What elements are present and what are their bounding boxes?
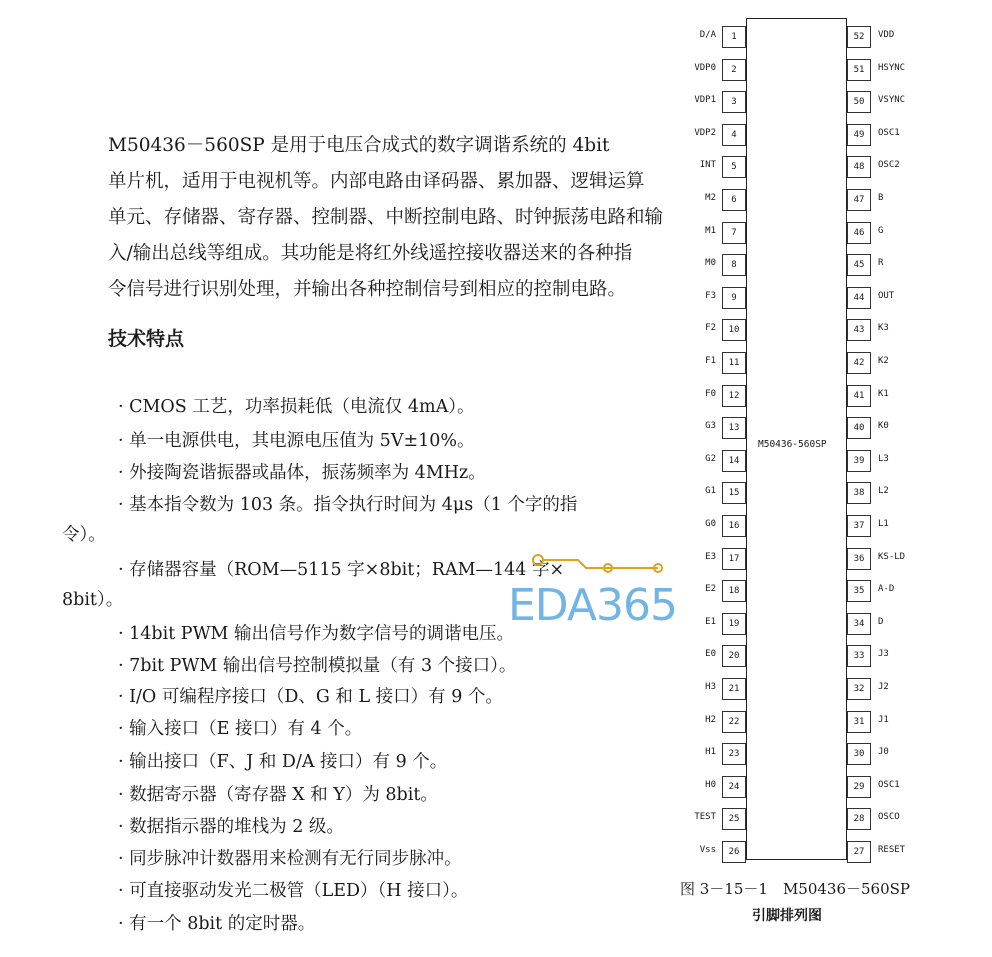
pin-number: 18 [722, 580, 746, 602]
list-item: · 外接陶瓷谐振器或晶体，振荡频率为 4MHz。 [118, 463, 486, 483]
chip-label: M50436-560SP [758, 439, 827, 450]
pin-label: OSCO [878, 812, 900, 822]
pin-number: 30 [847, 743, 871, 765]
pin-number: 13 [722, 417, 746, 439]
pin-label: H3 [705, 682, 716, 692]
pin-label: K2 [878, 356, 889, 366]
list-item: · 有一个 8bit 的定时器。 [118, 914, 316, 934]
pin-number: 40 [847, 417, 871, 439]
pin-number: 9 [722, 287, 746, 309]
pin-number: 7 [722, 222, 746, 244]
pin-label: J0 [878, 747, 889, 757]
pin-number: 37 [847, 515, 871, 537]
pin-label: G1 [705, 486, 716, 496]
pin-label: M1 [705, 226, 716, 236]
pin-number: 23 [722, 743, 746, 765]
pin-number: 11 [722, 352, 746, 374]
pin-label: HSYNC [878, 63, 906, 73]
pin-number: 42 [847, 352, 871, 374]
pin-label: VDP2 [694, 128, 716, 138]
pin-number: 35 [847, 580, 871, 602]
pin-label: VDD [878, 30, 895, 40]
list-item: 8bit）。 [62, 590, 124, 610]
pin-number: 50 [847, 91, 871, 113]
pin-label: F2 [705, 323, 716, 333]
pin-label: OSC1 [878, 128, 900, 138]
pin-label: INT [699, 160, 716, 170]
pin-label: R [878, 258, 884, 268]
list-item: · 14bit PWM 输出信号作为数字信号的调谐电压。 [118, 624, 515, 644]
list-item: · I/O 可编程序接口（D、G 和 L 接口）有 9 个。 [118, 687, 503, 707]
pin-number: 10 [722, 319, 746, 341]
pin-label: E2 [705, 584, 716, 594]
pin-number: 39 [847, 450, 871, 472]
list-item: · 数据寄示器（寄存器 X 和 Y）为 8bit。 [118, 785, 438, 805]
pin-label: H1 [705, 747, 716, 757]
pin-number: 33 [847, 645, 871, 667]
pin-label: K0 [878, 421, 889, 431]
pin-label: F1 [705, 356, 716, 366]
pin-label: TEST [694, 812, 716, 822]
pin-number: 44 [847, 287, 871, 309]
pin-label: E1 [705, 617, 716, 627]
pin-label: OUT [878, 291, 895, 301]
pin-number: 49 [847, 124, 871, 146]
list-item: · 存储器容量（ROM—5115 字×8bit；RAM—144 字× [118, 560, 565, 580]
pin-number: 28 [847, 808, 871, 830]
pin-label: VDP0 [694, 63, 716, 73]
pin-number: 45 [847, 254, 871, 276]
pin-label: L2 [878, 486, 889, 496]
pin-number: 6 [722, 189, 746, 211]
pin-number: 16 [722, 515, 746, 537]
pin-number: 25 [722, 808, 746, 830]
pin-label: RESET [878, 845, 906, 855]
pin-number: 2 [722, 59, 746, 81]
intro-line: 单元、存储器、寄存器、控制器、中断控制电路、时钟振荡电路和输 [108, 207, 664, 228]
pin-label: KS-LD [878, 552, 906, 562]
pin-label: G [878, 226, 884, 236]
intro-line: M50436－560SP 是用于电压合成式的数字调谐系统的 4bit [108, 135, 610, 156]
pin-number: 48 [847, 156, 871, 178]
pin-label: D/A [699, 30, 716, 40]
list-item: · 输出接口（F、J 和 D/A 接口）有 9 个。 [118, 752, 448, 772]
pin-number: 3 [722, 91, 746, 113]
pin-label: A-D [878, 584, 895, 594]
pin-number: 52 [847, 26, 871, 48]
pin-label: F3 [705, 291, 716, 301]
pin-label: M0 [705, 258, 716, 268]
eda365-logo-icon [508, 552, 668, 580]
list-item: · CMOS 工艺，功率损耗低（电流仅 4mA）。 [118, 397, 475, 417]
pin-number: 29 [847, 776, 871, 798]
pin-number: 32 [847, 678, 871, 700]
pin-number: 24 [722, 776, 746, 798]
pin-label: G0 [705, 519, 716, 529]
pin-label: VSYNC [878, 95, 906, 105]
pin-number: 43 [847, 319, 871, 341]
pin-number: 19 [722, 613, 746, 635]
pin-number: 26 [722, 841, 746, 863]
pin-label: K3 [878, 323, 889, 333]
intro-line: 令信号进行识别处理，并输出各种控制信号到相应的控制电路。 [108, 279, 627, 300]
pin-label: J2 [878, 682, 889, 692]
pin-number: 38 [847, 482, 871, 504]
pin-number: 21 [722, 678, 746, 700]
pin-number: 36 [847, 548, 871, 570]
pin-label: VDP1 [694, 95, 716, 105]
pin-label: B [878, 193, 884, 203]
pin-number: 5 [722, 156, 746, 178]
section-heading: 技术特点 [108, 328, 185, 350]
intro-line: 入/输出总线等组成。其功能是将红外线遥控接收器送来的各种指 [108, 243, 633, 264]
pin-number: 31 [847, 711, 871, 733]
pin-number: 41 [847, 385, 871, 407]
pin-label: E0 [705, 649, 716, 659]
pin-number: 15 [722, 482, 746, 504]
pin-label: L3 [878, 454, 889, 464]
pin-number: 8 [722, 254, 746, 276]
figure-subcaption: 引脚排列图 [752, 908, 822, 924]
pin-label: G3 [705, 421, 716, 431]
pin-label: OSC2 [878, 160, 900, 170]
pin-number: 12 [722, 385, 746, 407]
pin-number: 17 [722, 548, 746, 570]
pin-number: 47 [847, 189, 871, 211]
pin-label: G2 [705, 454, 716, 464]
pin-number: 14 [722, 450, 746, 472]
pin-label: D [878, 617, 884, 627]
list-item: 令）。 [62, 525, 106, 545]
list-item: · 数据指示器的堆栈为 2 级。 [118, 817, 344, 837]
pin-number: 51 [847, 59, 871, 81]
pin-number: 4 [722, 124, 746, 146]
pin-number: 34 [847, 613, 871, 635]
pin-number: 1 [722, 26, 746, 48]
list-item: · 同步脉冲计数器用来检测有无行同步脉冲。 [118, 849, 462, 869]
list-item: · 基本指令数为 103 条。指令执行时间为 4μs（1 个字的指 [118, 495, 578, 515]
pin-label: F0 [705, 389, 716, 399]
figure-caption: 图 3－15－1 M50436－560SP [680, 880, 911, 898]
pin-label: K1 [878, 389, 889, 399]
list-item: · 输入接口（E 接口）有 4 个。 [118, 719, 363, 739]
pin-label: J3 [878, 649, 889, 659]
pin-label: E3 [705, 552, 716, 562]
pin-label: OSC1 [878, 780, 900, 790]
watermark-text: EDA365 [508, 580, 677, 631]
pin-label: H0 [705, 780, 716, 790]
list-item: · 7bit PWM 输出信号控制模拟量（有 3 个接口）。 [118, 656, 517, 676]
pin-number: 20 [722, 645, 746, 667]
pin-label: Vss [699, 845, 716, 855]
pin-label: L1 [878, 519, 889, 529]
pin-label: H2 [705, 715, 716, 725]
list-item: · 单一电源供电，其电源电压值为 5V±10%。 [118, 431, 475, 451]
pin-number: 46 [847, 222, 871, 244]
pin-number: 27 [847, 841, 871, 863]
intro-line: 单片机，适用于电视机等。内部电路由译码器、累加器、逻辑运算 [108, 171, 645, 192]
list-item: · 可直接驱动发光二极管（LED）（H 接口）。 [118, 881, 469, 901]
pin-label: M2 [705, 193, 716, 203]
pin-number: 22 [722, 711, 746, 733]
pin-label: J1 [878, 715, 889, 725]
